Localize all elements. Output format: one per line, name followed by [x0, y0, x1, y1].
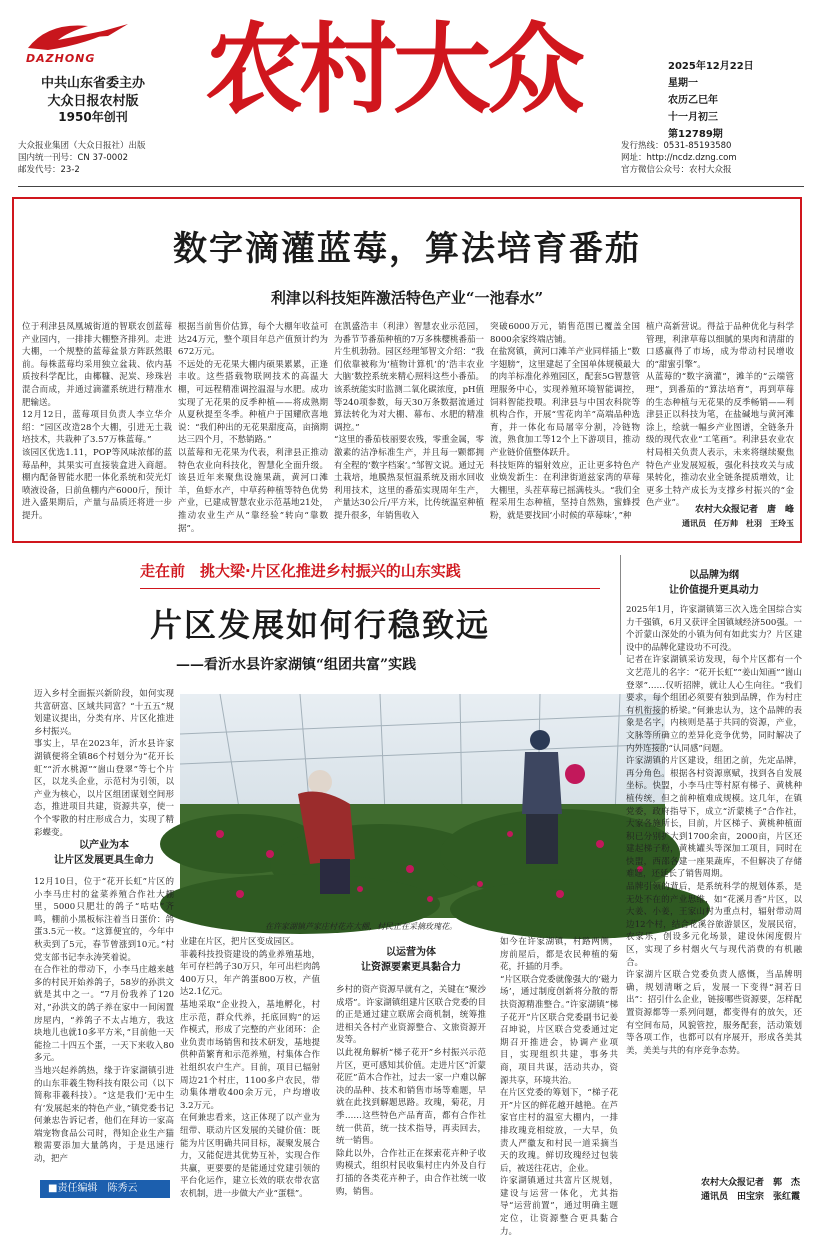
banner-underline [140, 588, 600, 589]
lead-column-3: 在凯盛浩丰（利津）智慧农业示范园，为番节节番茄种植的7万多株樱桃番茄一片生机勃勃。园区经理邹智文介绍：“我们依靠被称为‘植物计算机’的‘浩丰农业大脑’数控系统来精心照料这些小番茄。该系统能实时监测二氧化碳浓度，pH值等240项参数，每天30万条数据流通过算法转化为对大棚、幕布、水肥的精准调控。” “这里的番茄枝丽要农残，零重金属，零激素的洁净标准生产，并且每一颗都拥有全程的‘数字档案’。”邹智文说。通过无土栽培，地膜热泵恒温系统及雨水回收利用技术，这里的番茄实现周年生产，产量达30公斤/平方米，比传统温室种植提升很多，年销售收入 [334, 322, 485, 521]
weekday: 星期一 [668, 78, 698, 89]
story2-column-e: 2025年1月，许家湖镇第三次入选全国综合实力千强镇，6月又获评全国镇域经济500强。一个沂蒙山深处的小镇为何有如此实力？片区建设中的品牌化建设功不可没。 记者在许家湖镇采访发现，每个片区都有一个文艺范儿的名字：“花开长虹”“姜山知画”“崮山登翠”……仅听招牌，就让人心生向往。“我们要求，每个组团必须要有独到品牌，作为村庄有机衔接的桥梁。”何兼忠认为，这个品牌的表象是名字，内核则是基于共同的资源，产业，文脉等所确立的差异化竞争优势，同时解决了内外连接的“认同感”问题。 许家湖镇的片区建设，组团之前，先定品牌，再分角色。根据各村资源禀赋，找到各自发展坐标。快盟，小李马庄等村原有梯子、黄桃种植传统，但之前种植难成规模。这几年，在镇党委，政府指导下，成立“沂蒙桃子”合作社，大家各施所长，目前，片区梯子、黄桃种植面积已分别扩大到1700余亩，2000亩，片区还建起梯子粉，黄桃罐头等深加工项目，同时在快盟，西邵各建一座果蔬库，不但解决了存储难题，还延长了销售周期。 品牌引领的背后，是系统科学的规划体系，是无处不在的产业思维，如“花溪月香”片区，以大姜、小姜，王家山村为重点村，辐射带动周边12个村，结合花溪谷旅游景区，发展民宿，农家乐，创设多元化场景，建设休闲度假片区，实现了乡村烟火气与现代消费的有机融合。 许家湖片区联合党委负责人感慨，当品牌明确，规划清晰之后，发展一下变得“洞若日出”：招引什么企业，链接哪些资源要，怎样配置资源都等一系列问题，都变得有的放矢，还有空间布局，风貌管控，服务配套，活动策划等各项工作，也都可以有序展开，形成各美其美，美美与共的有序竞争态势。 [626, 605, 802, 1056]
paper-title: 农村大众 [205, 12, 582, 127]
story2-intro: 迈入乡村全面振兴新阶段，如何实现共富研富、区域共同富？“十五五”规划建议提出，分类有序、片区化推进乡村振兴。 事实上，早在2023年，沂水县许家湖镇便将全镇86个村划分为“花开长虹”“沂水桃源”“崮山登翠”等七个片区，以龙头企业，示范村为引领，以产业为核心，以片区组团谋划空间形态，推进项目共建，资源共享，使一个个零散的村庄形成合力，实现了精彩蝶变。 [34, 689, 174, 838]
section-banner: 走在前 挑大梁·片区化推进乡村振兴的山东实践 [140, 562, 461, 580]
lead-column-1: 位于利津县凤凰城街道的智联农创蓝莓产业园内，一排排大棚整齐排列。走进大棚，一个规整的蓝莓盆景方阵跃然眼前。每株蓝莓均采用独立盆栽、依内基质按科学配比，由椰糠、泥炭、珍珠岩混合而成，并通过滴灌系统进行精准水肥输送。 12月12日，蓝莓项目负责人李立华介绍：“园区改造28个大棚，引进无土栽培技术，共栽种了3.57万株蓝莓。” 该园区优选1.11，POP等风味浓郁的蓝莓品种，其果实可直接装盒进入商超。棚内配备智能水肥一体化系统和荧光灯喷液设备，日前鱼棚内产6000斤，预计进入盛果期后，产量与品质还将进一步提升。 [22, 322, 172, 521]
lunar-year: 农历乙巳年 [668, 95, 718, 106]
story-photo [180, 694, 665, 918]
lead-byline-correspondents: 通讯员 任万帅 杜羽 王玲玉 [682, 519, 794, 528]
lead-subheadline: 利津以科技矩阵激活特色产业“一池春水” [270, 289, 544, 307]
photo-caption: 在许家湖镇芦家庄村花卉大棚，村民正在采摘玫瑰花。 [265, 922, 457, 931]
lead-column-2: 根据当前售价估算，每个大棚年收益可达24万元，整个项目年总产值预计约为672万元。 不远处的无花果大棚内硕果累累，正逢丰收。这些搭载物联网技术的高温大棚，可远程精准调控温湿与水肥。成功实现了无花果的反季种植——将成熟期从夏秋提至冬季。种植户于国耀欣喜地说：“我们种出的无花果甜度高，亩摘期达三四个月，不愁销路。” 以蓝莓和无花果为代表，利津县正推动特色农业向科技化，智慧化全面升级。该县近年来聚焦设施果蔬，黄河口滩羊，鱼虾水产，中草药种植等特色优势产业，已建成智慧农业示范基地21处，推动农业生产从“靠经验”转向“靠数据”。 [178, 322, 328, 534]
org-line-3: 1950年创刊 [58, 110, 128, 124]
lead-headline: 数字滴灌蓝莓，算法培育番茄 [173, 229, 641, 269]
phone: 发行热线：0531-85193580 [621, 141, 732, 151]
story2-subhead-2: 以运营为体 让资源要素更具黏合力 [361, 947, 461, 973]
lead-column-5: 植户高新营说。得益于品种优化与科学管理，利津草莓以细腻的果肉和清甜的口感赢得了市场，成为带动村民增收的“甜蜜引擎”。 从蓝莓的“数字滴灌”，滩羊的“云端管理”，到番茄的“算法培育”，再到草莓的生态种植与无花果的反季畅销——利津县正以科技为笔，在盐碱地与黄河滩涂上，绘就一幅乡产业图谱，全链条升级的现代农业“工笔画”。利津县农业农村局相关负责人表示，未来将继续聚焦特色产业发展短板，强化科技攻关与成果转化，推动农业全链条提质增效，让更多土特产成长为支撑乡村振兴的“金色产业”。 [646, 322, 794, 509]
story2-column-d: 如今在许家湖镇，村路两侧，房前屋后，都是农民种植的菊花，扦插的月季。 “片区联合党委就像强大的‘磁力场’，通过制度创新将分散的帮扶资源精准整合。”许家湖镇“梯子花开”片区联合党委副书记姜召坤说，片区联合党委通过定期召开推进会，协调产业项目，实现组织共建，事务共商，项目共谋，活动共办，资源共享，环境共治。 在片区党委的筹划下，“梯子花开”片区的鲜花越开越艳。在芦家官庄村的温室大棚内，一排排玫瑰竞相绽放，一大早，负责人严徽友和村民一道采摘当天的玫瑰。鲜切玫瑰经过包装后，被送往花店，企业。 许家湖镇通过共富片区规划，建设与运营一体化，尤其指导“运营前置”，通过明确主题定位，让资源整合更具黏合力。 [500, 937, 618, 1237]
story2-column-b: 业建在片区，把片区变成园区。 菲羲科技投资建设的鸽业养殖基地，年可存栏鸽子30万只，年可出栏肉鸽400万只，年产鸽蛋800万枚，产值达2.1亿元。 基地采取“企业投入，基地孵化，村庄示范，群众代养，托底回购”的运作模式，形成了完整的产业闭环：企业负责市场销售和技术研发，基地提供种苗繁育和示范养殖，村集体合作社组织农户生产。目前，项目已辐射周边21个村庄，1100多户农民，带动集体增收400余万元，户均增收3.2万元。 在何兼忠看来，这正体现了以产业为纽带、联动片区发展的关键价值：既能为片区明确共同目标，凝聚发展合力，又能促进其优势互补，实现合作共赢，更要要的是能通过党建引领的平台化运作，建立长效的联农带农富农机制，进一步做大产业“蛋糕”。 [180, 937, 320, 1199]
story2-headline: 片区发展如何行稳致远 [150, 606, 491, 644]
story2-byline-reporter: 农村大众报记者 郭 杰 [700, 1178, 800, 1188]
date: 2025年12月22日 [668, 61, 754, 72]
masthead-divider [18, 186, 804, 187]
org-line-1: 中共山东省委主办 [40, 76, 145, 91]
lunar-day: 十一月初三 [668, 112, 718, 123]
issue-number: 第12789期 [668, 129, 723, 140]
story2-subhead-side: 以品牌为纲 让价值提升更具动力 [669, 570, 759, 596]
lead-byline [674, 503, 794, 531]
column-divider [620, 555, 621, 655]
date-info [668, 58, 754, 143]
website-link[interactable]: 网址：http://ncdz.dzng.com [621, 153, 737, 163]
story2-byline [640, 1176, 800, 1204]
story2-subheadline: ——看沂水县许家湖镇“组团共富”实践 [176, 657, 417, 673]
editor-credit: ■责任编辑 陈秀云 [40, 1180, 170, 1198]
greenhouse-photo-icon [180, 694, 665, 918]
issn-line: 国内统一刊号：CN 37-0002 [18, 153, 129, 163]
lead-column-4: 突破6000万元，销售范围已覆盖全国8000余家终端店铺。 在盐窝镇，黄河口滩羊产业同样插上“数字翅膀”，这里建起了全国单体规模最大的肉羊标准化养殖园区，配套5G智慧管理服务中心，实现养殖环境智能调控，饲料智能投喂。利津县与中国农科院等机构合作，开展“雪花肉羊”高端品种选育，并一体化布局屠宰分割，冷链物流，熟食加工等12个上下游项目，推动产业链价值整体跃升。 科技矩阵的辐射效应，正让更多特色产业焕发新生：在利津街道兹家湾的草莓大棚里，头茬草莓已摇满枝头。“我们全程采用生态种植，坚持自然熟，蜜蜂授粉，就是要找回‘小时候的草莓味’，”种 [490, 322, 640, 521]
wechat: 官方微信公众号：农村大众报 [621, 165, 732, 175]
dazhong-logo-icon [18, 18, 138, 54]
lead-byline-reporter: 农村大众报记者 唐 峰 [694, 505, 794, 515]
logo-wordmark: DAZHONG [26, 52, 96, 65]
story2-subhead-1: 以产业为本 让片区发展更具生命力 [54, 840, 154, 866]
postal-code-line: 邮发代号：23-2 [18, 165, 80, 175]
story2-column-c: 乡村的资产资源早就有之，关键在“聚沙成塔”。许家湖镇组建片区联合党委的目的正是通过建立联席会商机制，统筹推进相关各村产业资源整合、文旅资源开发等。 以此视角解析“梯子花开”乡村振兴示范片区，更可感知其价值。走进片区“沂蒙花匠”苗木合作社，过去一家一户难以解决的品种、技术和销售市场等难题，早就在此找到解题思路。玫瑰，菊花，月季……这些特色产品育苗，都有合作社统一供苗，统一技术指导，再卖回去，统一销售。 除此以外，合作社正在探索花卉种子收购模式，组织村民收集村庄内外及自行打插的各类花卉种子，由合作社统一收购，销售。 [336, 985, 486, 1197]
contact-info [621, 140, 737, 176]
org-line-2: 大众日报农村版 [47, 94, 139, 109]
lead-story-box [12, 197, 802, 543]
publisher-info [18, 140, 146, 176]
publisher-line: 大众报业集团（大众日报社）出版 [18, 141, 146, 151]
story2-column-a: 12月10日，位于“花开长虹”片区的小李马庄村的盆菜养殖合作社大棚里，5000只肥壮的鸽子“咕咕”齐鸣，棚前小黑板标注着当日蛋价：鸽蛋3.5元一枚。“这算便宜的，今年中秋卖到了5元，春节曾涨到10元。”村党支部书记李永涛笑着说。 在合作社的带动下，小李马庄越来越多的村民开始养鸽子，58岁的孙洪文就是其中之一。“7月份我养了120对，”孙洪文的鸽子养在家中一间闲置房屋内，“养鸽子不太占地方，我这块地儿也就10多平方米，”目前他一天能捡二十四五个蛋，一天下来收入80多元。 当地兴起养鸽热，缘于许家湖镇引进的山东菲羲生物科技有限公司（以下简称菲羲科技）。“这是我们‘无中生有’发展起来的特色产业，”镇党委书记何兼忠告诉记者，他们在拜访一家高端宠物食品公司时，得知企业生产猫粮需要添加大量鸽肉，于是迅速行动，把产 [34, 877, 174, 1165]
story2-byline-correspondents: 通讯员 田宝宗 张红霞 [700, 1192, 800, 1202]
